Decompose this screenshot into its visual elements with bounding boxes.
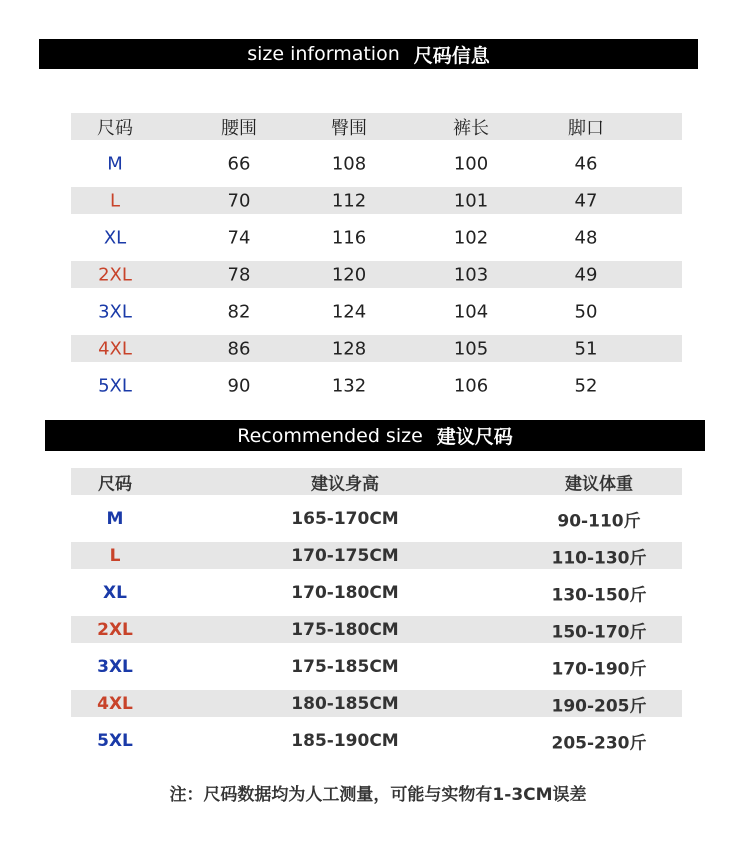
table-cell: 132	[331, 375, 367, 396]
table-cell: 建议身高	[311, 474, 379, 494]
table-cell: 5XL	[98, 375, 132, 396]
table-header-row	[71, 113, 682, 140]
table-cell: 185-190CM	[291, 730, 399, 751]
size-information-title-bar	[39, 39, 698, 69]
table-cell: 2XL	[97, 619, 133, 640]
table-cell: 2XL	[98, 264, 132, 285]
table-cell: 建议体重	[565, 474, 633, 494]
table-cell: 70	[227, 190, 251, 211]
table-cell: 腰围	[221, 117, 257, 139]
table-row	[71, 722, 682, 759]
table-row	[71, 335, 682, 362]
table-header-row	[71, 468, 682, 495]
table-row	[71, 500, 682, 537]
table-cell: L	[109, 545, 121, 566]
table-cell: 102	[453, 227, 489, 248]
table-cell: 66	[227, 153, 251, 174]
table-cell: 165-170CM	[291, 508, 399, 529]
title-cn: 建议尺码	[436, 426, 513, 448]
table-cell: XL	[103, 582, 127, 603]
table-cell: 裤长	[453, 117, 489, 139]
table-cell: 170-175CM	[291, 545, 399, 566]
table-cell: 170-180CM	[291, 582, 399, 603]
table-row	[71, 219, 682, 256]
table-row	[71, 187, 682, 214]
table-cell: 150-170斤	[551, 622, 647, 642]
table-cell: 脚口	[568, 117, 604, 139]
table-cell: 128	[331, 338, 367, 359]
table-row	[71, 690, 682, 717]
table-cell: 臀围	[331, 117, 367, 139]
table-cell: 52	[574, 375, 598, 396]
table-cell: 47	[574, 190, 598, 211]
table-row	[71, 261, 682, 288]
recommended-size-table	[71, 468, 682, 759]
title-en: size information	[247, 43, 400, 65]
table-cell: 48	[574, 227, 598, 248]
table-cell: 4XL	[98, 338, 132, 359]
table-cell: 120	[331, 264, 367, 285]
measurement-note: 注：尺码数据均为人工测量，可能与实物有1-3CM误差	[169, 785, 587, 805]
table-row	[71, 616, 682, 643]
table-cell: 175-180CM	[291, 619, 399, 640]
table-cell: 108	[331, 153, 367, 174]
table-cell: 175-185CM	[291, 656, 399, 677]
table-cell: 46	[574, 153, 598, 174]
table-cell: M	[107, 153, 123, 174]
table-cell: 101	[453, 190, 489, 211]
table-cell: 103	[453, 264, 489, 285]
table-cell: 49	[574, 264, 598, 285]
table-cell: 116	[331, 227, 367, 248]
table-cell: 106	[453, 375, 489, 396]
table-cell: 51	[574, 338, 598, 359]
table-cell: 3XL	[98, 301, 132, 322]
table-cell: 112	[331, 190, 367, 211]
table-row	[71, 145, 682, 182]
table-row	[71, 648, 682, 685]
table-cell: 100	[453, 153, 489, 174]
table-cell: 3XL	[97, 656, 133, 677]
table-cell: 86	[227, 338, 251, 359]
table-cell: XL	[103, 227, 127, 248]
table-cell: 180-185CM	[291, 693, 399, 714]
table-row	[71, 293, 682, 330]
table-cell: 105	[453, 338, 489, 359]
table-row	[71, 574, 682, 611]
table-cell: 82	[227, 301, 251, 322]
table-cell: 尺码	[97, 117, 133, 139]
table-cell: 74	[227, 227, 251, 248]
table-cell: 90-110斤	[557, 511, 641, 531]
table-cell: 50	[574, 301, 598, 322]
table-cell: 4XL	[97, 693, 133, 714]
title-en: Recommended size	[237, 424, 423, 447]
table-cell: 90	[227, 375, 251, 396]
table-cell: 170-190斤	[551, 659, 647, 679]
table-cell: 130-150斤	[551, 585, 647, 605]
size-information-table	[71, 113, 682, 404]
table-cell: 190-205斤	[551, 696, 647, 716]
table-cell: 124	[331, 301, 367, 322]
table-cell: 104	[453, 301, 489, 322]
table-row	[71, 542, 682, 569]
table-cell: L	[109, 190, 121, 211]
recommended-size-title-bar	[45, 420, 705, 451]
table-cell: 205-230斤	[551, 733, 647, 753]
table-cell: 110-130斤	[551, 548, 647, 568]
table-cell: M	[106, 508, 124, 529]
table-cell: 5XL	[97, 730, 133, 751]
table-row	[71, 367, 682, 404]
table-cell: 尺码	[98, 474, 132, 494]
title-cn: 尺码信息	[413, 44, 490, 67]
table-cell: 78	[227, 264, 251, 285]
